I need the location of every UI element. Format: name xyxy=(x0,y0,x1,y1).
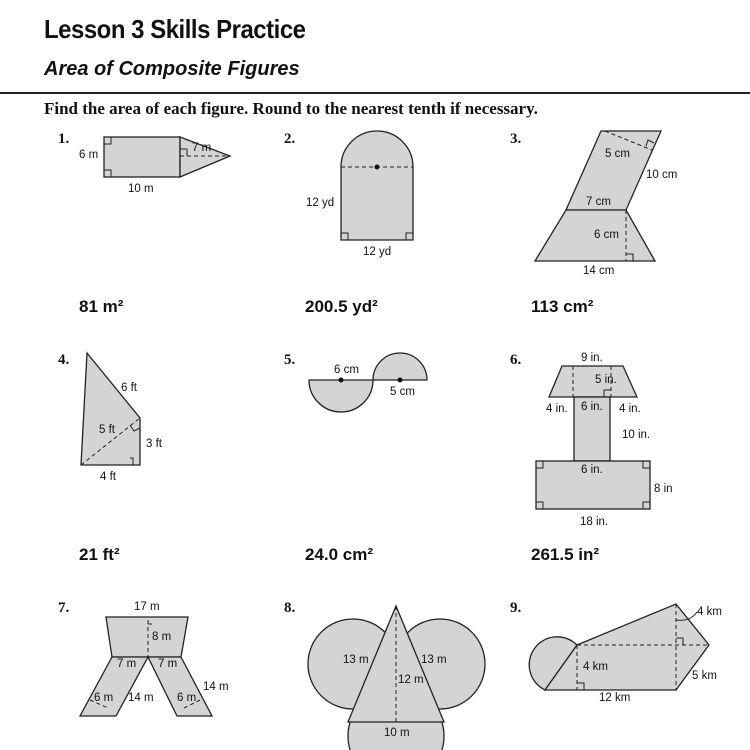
dimension-label: 6 cm xyxy=(594,229,619,241)
answer-text: 113 cm² xyxy=(531,297,594,316)
figure-2-shape xyxy=(341,131,413,240)
dimension-label: 7 m xyxy=(117,658,137,670)
answer-text: 24.0 cm² xyxy=(305,545,374,564)
dimension-label: 4 in. xyxy=(546,403,568,415)
dimension-label: 6 m xyxy=(177,692,197,704)
problem-number: 4. xyxy=(58,352,70,368)
dimension-label: 12 yd xyxy=(363,246,392,258)
dimension-label: 8 in xyxy=(654,483,673,495)
problem-number: 1. xyxy=(58,131,70,147)
dimension-label: 17 m xyxy=(134,601,160,613)
problem-number: 3. xyxy=(510,131,522,147)
instructions: Find the area of each figure. Round to the nearest tenth if necessary. xyxy=(44,99,538,118)
dimension-label: 3 ft xyxy=(146,438,162,450)
dimension-label: 14 cm xyxy=(583,265,615,277)
dimension-label: 6 m xyxy=(79,149,99,161)
dimension-label: 10 m xyxy=(128,183,154,195)
figure-5-shape xyxy=(309,353,427,412)
dimension-label: 18 in. xyxy=(580,516,609,528)
dimension-label: 6 ft xyxy=(121,382,137,394)
dimension-label: 12 m xyxy=(398,674,424,686)
problem-number: 6. xyxy=(510,352,522,368)
dimension-label: 7 m xyxy=(192,142,212,154)
answer-text: 81 m² xyxy=(79,297,124,316)
dimension-label: 4 in. xyxy=(619,403,641,415)
dimension-label: 5 km xyxy=(692,670,717,682)
dimension-label: 7 m xyxy=(158,658,178,670)
dimension-label: 6 in. xyxy=(581,401,603,413)
dimension-label: 12 yd xyxy=(306,197,335,209)
figure-4-shape xyxy=(81,353,140,465)
dimension-label: 6 cm xyxy=(334,364,359,376)
dimension-label: 5 cm xyxy=(605,148,630,160)
dimension-label: 4 km xyxy=(697,606,722,618)
dimension-label: 13 m xyxy=(421,654,447,666)
dimension-label: 10 cm xyxy=(646,169,678,181)
problem-number: 9. xyxy=(510,600,522,616)
lesson-subtitle: Area of Composite Figures xyxy=(44,58,300,80)
answer-text: 261.5 in² xyxy=(531,545,600,564)
dimension-label: 14 m xyxy=(128,692,154,704)
answer-text: 200.5 yd² xyxy=(305,297,378,316)
answer-text: 21 ft² xyxy=(79,545,120,564)
problem-number: 7. xyxy=(58,600,70,616)
problem-number: 5. xyxy=(284,352,296,368)
dimension-label: 13 m xyxy=(343,654,369,666)
dimension-label: 6 in. xyxy=(581,464,603,476)
lesson-title: Lesson 3 Skills Practice xyxy=(44,14,306,44)
dimension-label: 14 m xyxy=(203,681,229,693)
dimension-label: 4 km xyxy=(583,661,608,673)
dimension-label: 7 cm xyxy=(586,196,611,208)
figure-9-shape xyxy=(529,604,709,690)
dimension-label: 12 km xyxy=(599,692,631,704)
dimension-label: 5 ft xyxy=(99,424,115,436)
dimension-label: 10 m xyxy=(384,727,410,739)
problem-number: 2. xyxy=(284,131,296,147)
dimension-label: 6 m xyxy=(94,692,114,704)
dimension-label: 5 cm xyxy=(390,386,415,398)
dimension-label: 8 m xyxy=(152,631,172,643)
dimension-label: 10 in. xyxy=(622,429,651,441)
dimension-label: 5 in. xyxy=(595,374,617,386)
problem-number: 8. xyxy=(284,600,296,616)
dimension-label: 4 ft xyxy=(100,471,116,483)
dimension-label: 9 in. xyxy=(581,352,603,364)
